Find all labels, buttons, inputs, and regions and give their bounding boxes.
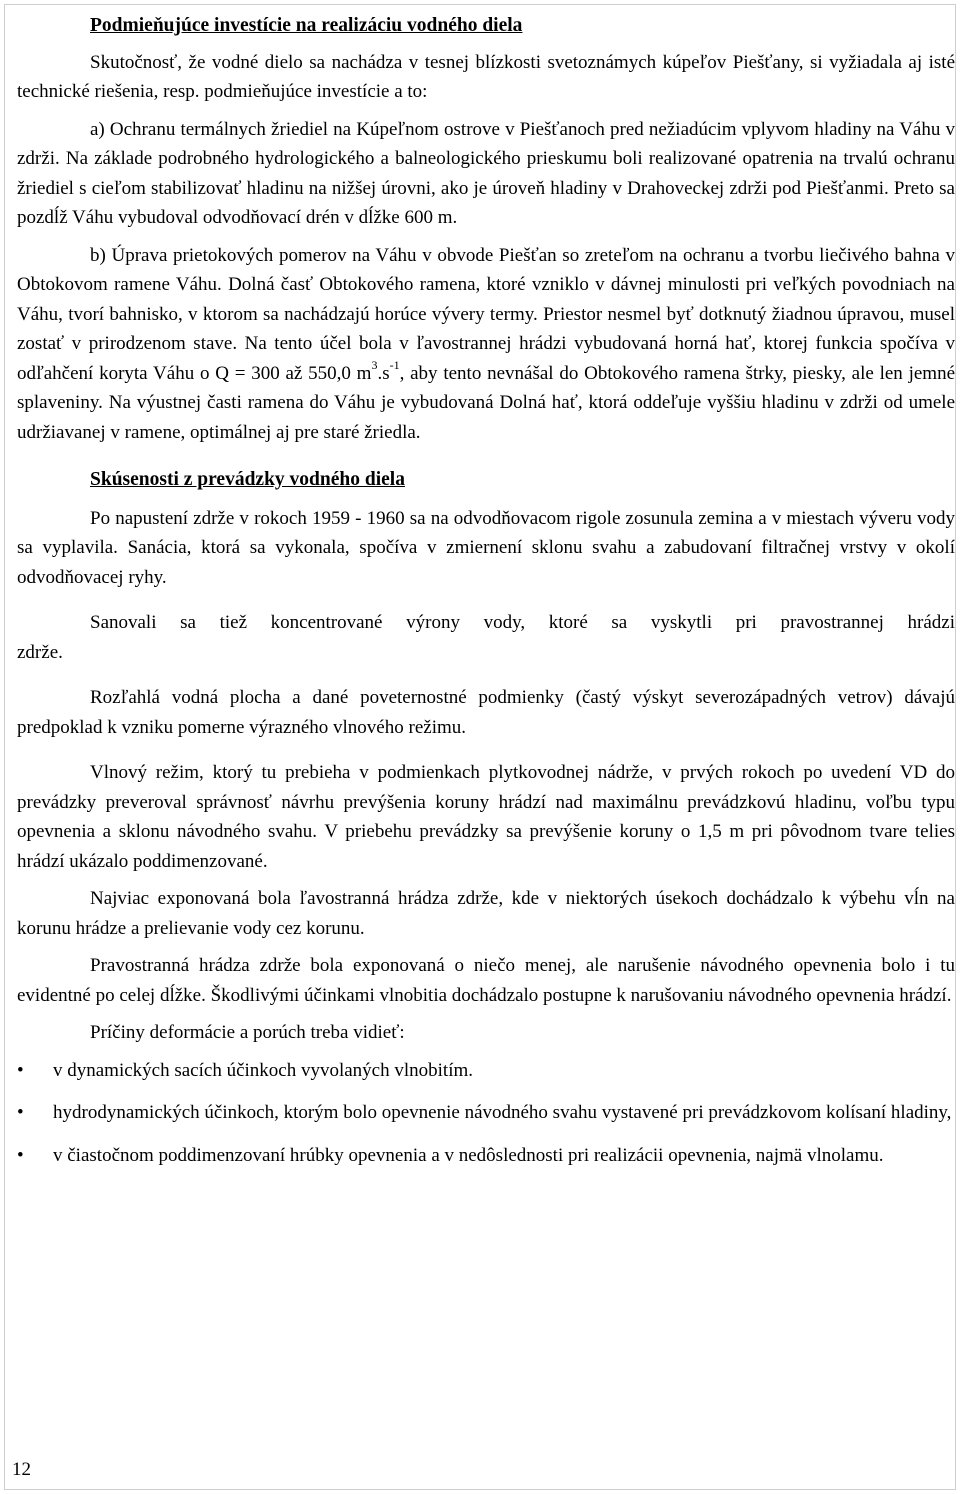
paragraph-causes-intro: Príčiny deformácie a porúch treba vidieť: <box>90 1022 405 1043</box>
bullet-icon: • <box>17 1059 24 1081</box>
bullet-icon: • <box>17 1144 24 1166</box>
paragraph-wave-regime-effects: Vlnový režim, ktorý tu prebieha v podmienkach plytkovodnej nádrže, v prvých rokoch po uvedení VD do prevádzky preveroval správnosť návrhu prevýšenia koruny hrádzí nad maximálnu prevádzkovú hladinu, voľbu typu opevnenia a sklonu návodného svahu. V priebehu prevádzky sa prevýšenie koruny o 1,5 m pri pôvodnom tvare telies hrádzí ukázalo poddimenzované. <box>17 762 955 872</box>
list-item-text: v čiastočnom poddimenzovaní hrúbky opevnenia a v nedôslednosti pri realizácii opevnenia, najmä vlnolamu. <box>53 1144 884 1166</box>
paragraph-item-a: a) Ochranu termálnych žriediel na Kúpeľnom ostrove v Piešťanoch pred nežiadúcim vplyvom hladiny na Váhu v zdrži. Na základe podrobného hydrologického a balneologického prieskumu boli realizované opatrenia na trvalú ochranu žriediel s cieľom stabilizovať hladinu na nižšej úrovni, ako je úroveň hladiny v Drahoveckej zdrži pod Piešťanmi. Preto sa pozdĺž Váhu vybudoval odvodňovací drén v dĺžke 600 m. <box>17 118 955 228</box>
section-title-experience: Skúsenosti z prevádzky vodného diela <box>90 469 405 490</box>
section-title-investments: Podmieňujúce investície na realizáciu vodného diela <box>90 15 523 36</box>
list-item <box>17 1056 955 1086</box>
item-b-text-1: b) Úprava prietokových pomerov na Váhu v obvode Piešťan so zreteľom na ochranu a tvorbu liečivého bahna v Obtokovom ramene Váhu. Dolná časť Obtokového ramena, ktoré vzniklo v dávnej minulosti pri veľkých povodniach na Váhu, tvorí bahnisko, v ktorom sa nachádzajú horúce vývery termy. Priestor nesmel byť dotknutý žiadnou úpravou, musel zostať v prirodzenom stave. Na tento účel bola v ľavostrannej hrádzi vybudovaná horná hať, ktorej funkcia spočíva v odľahčení koryta Váhu o Q = 300 až 550,0 m <box>17 244 955 384</box>
list-item-text: v dynamických sacích účinkoch vyvolaných vlnobitím. <box>53 1059 474 1081</box>
paragraph-remediation-line1: Sanovali sa tiež koncentrované výrony vody, ktoré sa vyskytli pri pravostrannej hrádzi <box>90 612 955 633</box>
item-b-superscript-1: 3 <box>371 358 378 373</box>
paragraph-wave-regime: Rozľahlá vodná plocha a dané poveternostné podmienky (častý výskyt severozápadných vetrov) dávajú predpoklad k vzniku pomerne výrazného vlnového režimu. <box>17 687 955 738</box>
paragraph-left-dam: Najviac exponovaná bola ľavostranná hrádza zdrže, kde v niektorých úsekoch dochádzalo k výbehu vĺn na korunu hrádze a prelievanie vody cez korunu. <box>17 888 955 939</box>
document-page <box>4 4 956 1490</box>
causes-list <box>17 1056 955 1171</box>
list-item-text: hydrodynamických účinkoch, ktorým bolo opevnenie návodného svahu vystavené pri prevádzkovom kolísaní hladiny, <box>53 1102 952 1123</box>
paragraph-right-dam: Pravostranná hrádza zdrže bola exponovaná o niečo menej, ale narušenie návodného opevnenia bolo i tu evidentné po celej dĺžke. Škodlivými účinkami vlnobitia dochádzalo postupne k narušovaniu návodného opevnenia hrádzí. <box>17 955 955 1006</box>
item-b-text-2: .s <box>377 362 390 384</box>
paragraph-intro: Skutočnosť, že vodné dielo sa nachádza v tesnej blízkosti svetoznámych kúpeľov Piešťany, si vyžiadala aj isté technické riešenia, resp. podmieňujúce investície a to: <box>17 51 955 102</box>
page-content <box>17 11 955 1183</box>
paragraph-item-b <box>17 241 955 448</box>
list-item <box>17 1098 955 1128</box>
page-number: 12 <box>12 1459 31 1480</box>
bullet-icon: • <box>17 1102 24 1123</box>
paragraph-remediation-line2: zdrže. <box>17 641 63 663</box>
item-b-text-3: , aby tento nevnášal do Obtokového ramena štrky, piesky, ale len jemné splaveniny. Na výustnej časti ramena do Váhu je vybudovaná Dolná hať, ktorá oddeľuje vyššiu hladinu v zdrži od umele udržiavanej v ramene, optimálnej aj pre staré žriedla. <box>17 362 955 443</box>
list-item <box>17 1141 955 1171</box>
item-b-superscript-2: -1 <box>389 358 400 373</box>
paragraph-drain-slide: Po napustení zdrže v rokoch 1959 - 1960 sa na odvodňovacom rigole zosunula zemina a v miestach výveru vody sa vyplavila. Sanácia, ktorá sa vykonala, spočíva v zmiernení sklonu svahu a zabudovaní filtračnej vrstvy v okolí odvodňovacej ryhy. <box>17 507 955 588</box>
